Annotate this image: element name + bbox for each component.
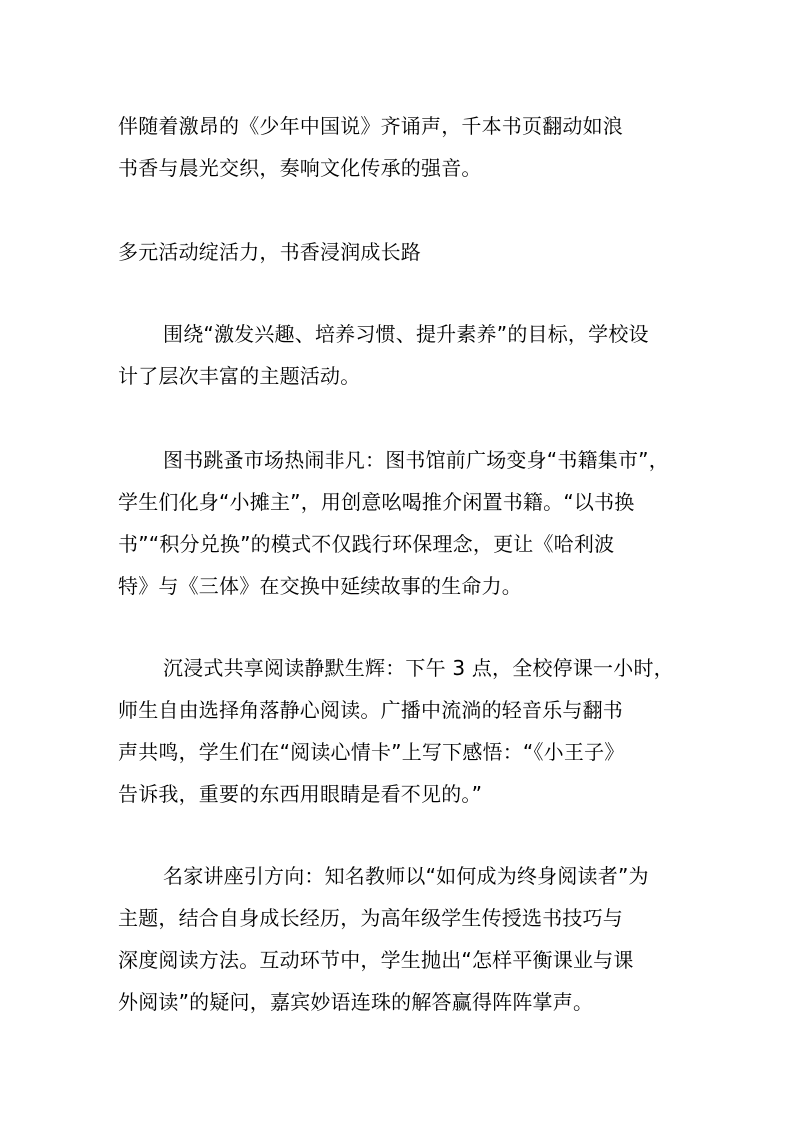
paragraph-line: 声共鸣，学生们在“阅读心情卡”上写下感悟：“《小王子》 <box>118 740 625 764</box>
section-heading: 多元活动绽活力，书香浸润成长路 <box>118 240 421 264</box>
paragraph-line: 计了层次丰富的主题活动。 <box>118 364 361 388</box>
paragraph-line: 师生自由选择角落静心阅读。广播中流淌的轻音乐与翻书 <box>118 698 623 722</box>
paragraph-line: 主题，结合自身成长经历，为高年级学生传授选书技巧与 <box>118 906 623 930</box>
paragraph-line: 名家讲座引方向：知名教师以“如何成为终身阅读者”为 <box>163 864 649 888</box>
paragraph-line: 深度阅读方法。互动环节中，学生抛出“怎样平衡课业与课 <box>118 948 634 972</box>
paragraph-line: 图书跳蚤市场热闹非凡：图书馆前广场变身“书籍集市”， <box>163 448 669 472</box>
paragraph-line: 学生们化身“小摊主”，用创意吆喝推介闲置书籍。“以书换 <box>118 490 635 514</box>
paragraph-line: 书香与晨光交织，奏响文化传承的强音。 <box>118 156 482 180</box>
paragraph-line: 围绕“激发兴趣、培养习惯、提升素养”的目标，学校设 <box>163 322 649 346</box>
paragraph-line: 伴随着激昂的《少年中国说》齐诵声，千本书页翻动如浪 <box>118 114 623 138</box>
paragraph-line: 书”“积分兑换”的模式不仅践行环保理念，更让《哈利波 <box>118 532 615 556</box>
paragraph-line: 特》与《三体》在交换中延续故事的生命力。 <box>118 574 522 598</box>
paragraph-line: 沉浸式共享阅读静默生辉：下午 3 点，全校停课一小时， <box>163 656 674 680</box>
paragraph-line: 告诉我，重要的东西用眼睛是看不见的。” <box>118 782 483 806</box>
paragraph-line: 外阅读”的疑问，嘉宾妙语连珠的解答赢得阵阵掌声。 <box>118 990 594 1014</box>
